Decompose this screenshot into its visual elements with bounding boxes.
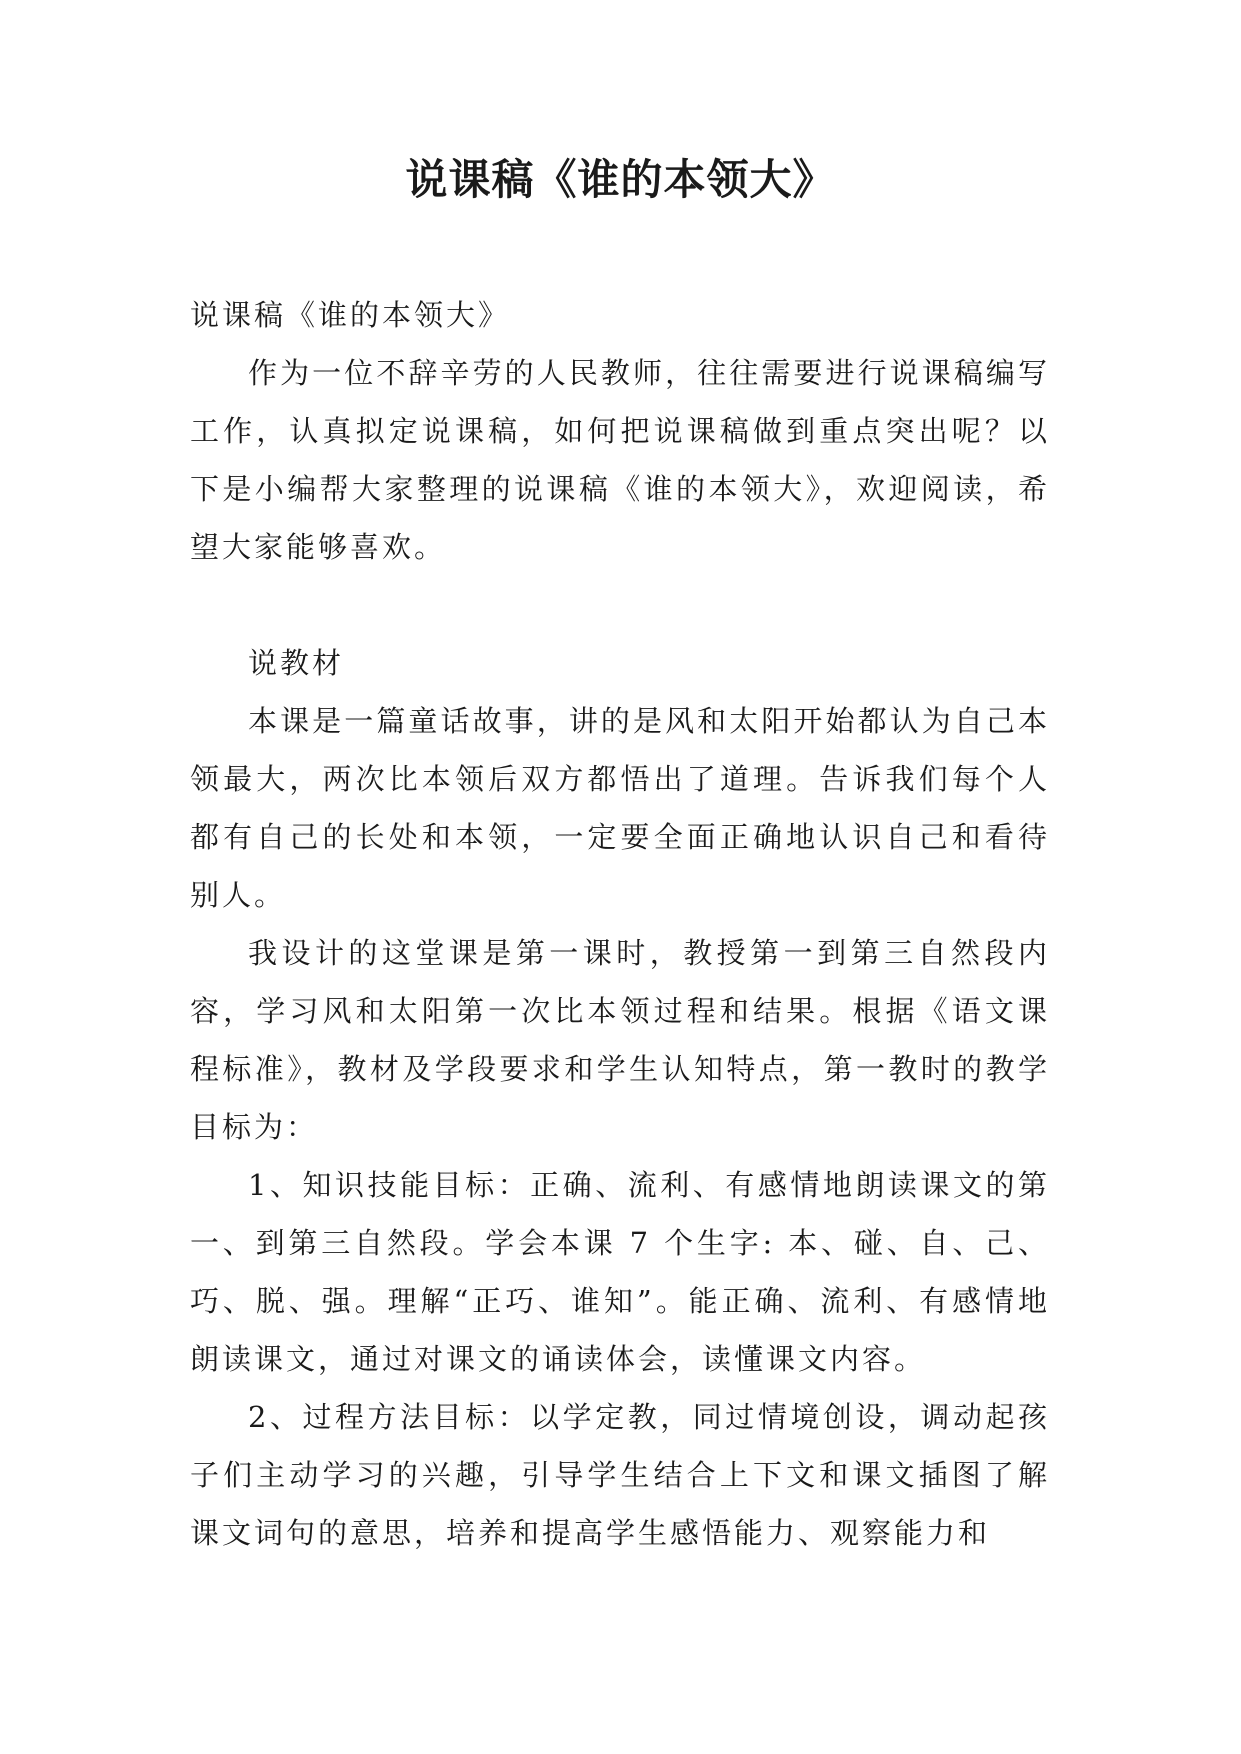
document-subtitle: 说课稿《谁的本领大》: [190, 298, 511, 332]
intro-paragraph: 作为一位不辞辛劳的人民教师，往往需要进行说课稿编写工作，认真拟定说课稿，如何把说课稿做到重点突出呢？以下是小编帮大家整理的说课稿《谁的本领大》，欢迎阅读，希望大家能够喜欢。: [190, 356, 1050, 564]
paragraph-spacer: [190, 576, 1050, 634]
body-paragraph: 2、过程方法目标：以学定教，同过情境创设，调动起孩子们主动学习的兴趣，引导学生结合上下文和课文插图了解课文词句的意思，培养和提高学生感悟能力、观察能力和: [190, 1400, 1050, 1550]
section-heading: 说教材: [248, 646, 345, 680]
body-paragraph: 我设计的这堂课是第一课时，教授第一到第三自然段内容，学习风和太阳第一次比本领过程和结果。根据《语文课程标准》，教材及学段要求和学生认知特点，第一教时的教学目标为：: [190, 936, 1050, 1144]
body-paragraph: 1、知识技能目标：正确、流利、有感情地朗读课文的第一、到第三自然段。学会本课 7 个生字: 本、碰、自、己、巧、脱、强。理解“正巧、谁知”。能正确、流利、有感情地朗读课文，通过对课文的诵读体会，读懂课文内容。: [190, 1168, 1050, 1376]
document-title: 说课稿《谁的本领大》: [405, 155, 836, 204]
document-body: [190, 286, 1050, 1562]
body-paragraph: 本课是一篇童话故事，讲的是风和太阳开始都认为自己本领最大，两次比本领后双方都悟出了道理。告诉我们每个人都有自己的长处和本领，一定要全面正确地认识自己和看待别人。: [190, 704, 1050, 912]
